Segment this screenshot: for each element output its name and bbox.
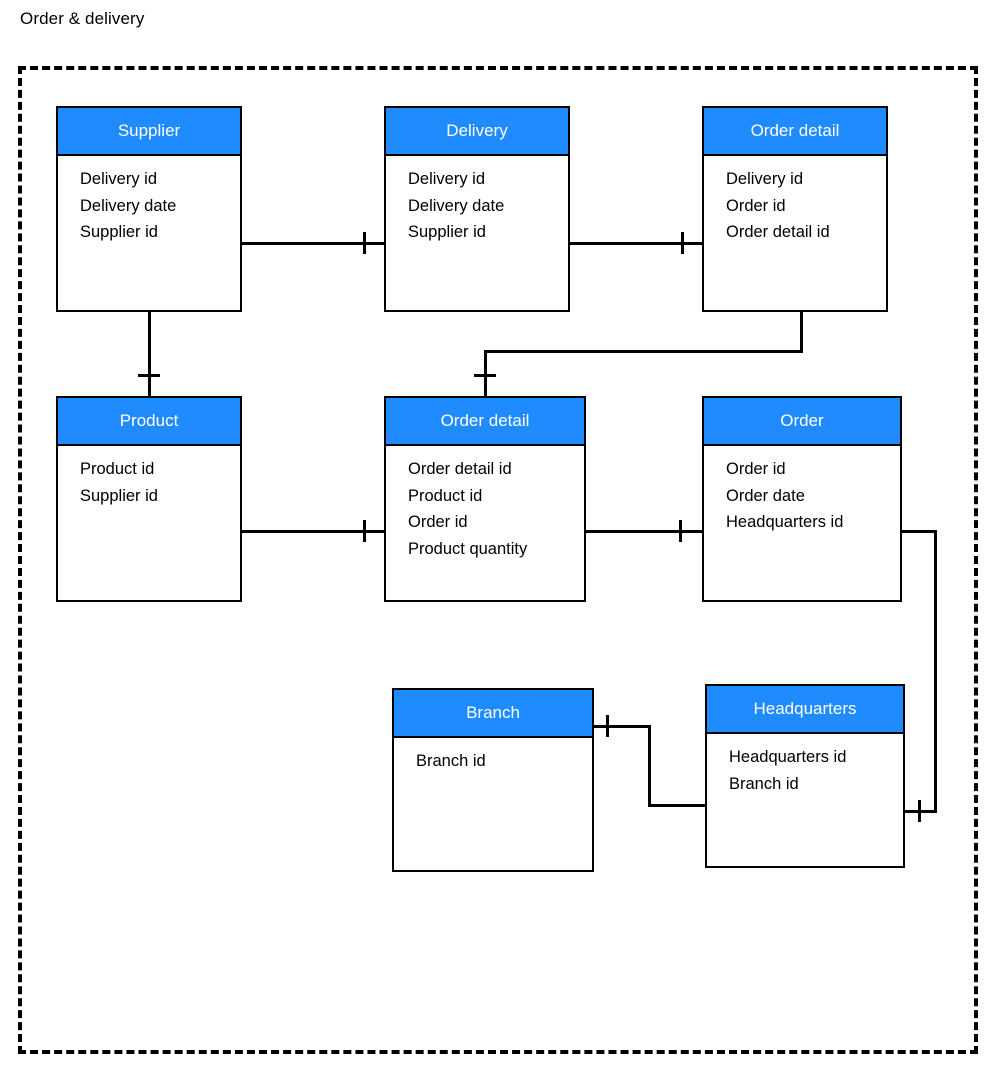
attribute: Order date: [726, 486, 805, 505]
entity-headquarters-attributes: [707, 734, 903, 797]
entity-supplier-title: Supplier: [58, 108, 240, 156]
entity-order-detail-mid[interactable]: [384, 396, 586, 602]
attribute: Delivery id: [726, 170, 804, 188]
entity-headquarters-title: Headquarters: [707, 686, 903, 734]
crowsfoot-tick-branch: [606, 715, 609, 737]
attribute: Headquarters id: [729, 748, 847, 766]
entity-order-attributes: [704, 446, 900, 536]
attribute: Supplier id: [80, 486, 158, 505]
attribute: Supplier id: [80, 223, 158, 241]
attribute: Branch id: [416, 752, 486, 770]
connector-orderdetailmid-up: [484, 350, 487, 396]
crowsfoot-tick-product-orderdetailmid: [363, 520, 366, 542]
entity-delivery[interactable]: [384, 106, 570, 312]
entity-product-title: Product: [58, 398, 240, 446]
connector-delivery-orderdetailtop: [568, 242, 708, 245]
attribute: Order detail id: [726, 223, 830, 241]
connector-orderdetailtop-down: [800, 310, 803, 352]
connector-orderdetailtop-across: [484, 350, 803, 353]
crowsfoot-tick-orderdetailmid-top: [474, 374, 496, 377]
crowsfoot-tick-supplier-product: [138, 374, 160, 377]
attribute: Order id: [726, 460, 786, 478]
entity-branch-title: Branch: [394, 690, 592, 738]
entity-order-detail-mid-attributes: [386, 446, 584, 562]
connector-order-out: [900, 530, 937, 533]
entity-branch[interactable]: [392, 688, 594, 872]
crowsfoot-tick-delivery-orderdetailtop: [681, 232, 684, 254]
entity-supplier-attributes: [58, 156, 240, 246]
connector-supplier-product: [148, 310, 151, 396]
attribute: Delivery id: [408, 170, 486, 188]
connector-branch-headquarters: [648, 804, 706, 807]
connector-order-headquarters: [905, 810, 937, 813]
page-title: Order & delivery: [20, 9, 145, 28]
crowsfoot-tick-orderdetailmid-order: [679, 520, 682, 542]
attribute: Order detail id: [408, 460, 512, 478]
connector-order-down: [934, 530, 937, 812]
attribute: Supplier id: [408, 223, 486, 241]
attribute: Order id: [726, 196, 786, 215]
crowsfoot-tick-order-headquarters: [918, 800, 921, 822]
attribute: Delivery date: [80, 196, 177, 215]
entity-order-detail-top-title: Order detail: [704, 108, 886, 156]
attribute: Branch id: [729, 774, 799, 793]
attribute: Product quantity: [408, 539, 528, 558]
attribute: Product id: [80, 460, 155, 478]
entity-product[interactable]: [56, 396, 242, 602]
crowsfoot-tick-supplier-delivery: [363, 232, 366, 254]
entity-supplier[interactable]: [56, 106, 242, 312]
entity-order[interactable]: [702, 396, 902, 602]
attribute: Headquarters id: [726, 513, 844, 531]
entity-order-detail-top[interactable]: [702, 106, 888, 312]
entity-order-detail-top-attributes: [704, 156, 886, 246]
entity-order-detail-mid-title: Order detail: [386, 398, 584, 446]
entity-product-attributes: [58, 446, 240, 509]
attribute: Order id: [408, 513, 468, 531]
entity-headquarters[interactable]: [705, 684, 905, 868]
entity-delivery-attributes: [386, 156, 568, 246]
attribute: Delivery date: [408, 196, 505, 215]
entity-order-title: Order: [704, 398, 900, 446]
attribute: Product id: [408, 486, 483, 505]
entity-delivery-title: Delivery: [386, 108, 568, 156]
connector-branch-down: [648, 725, 651, 806]
entity-branch-attributes: [394, 738, 592, 775]
connector-orderdetailmid-order: [584, 530, 708, 533]
attribute: Delivery id: [80, 170, 158, 188]
connector-branch-out: [593, 725, 651, 728]
